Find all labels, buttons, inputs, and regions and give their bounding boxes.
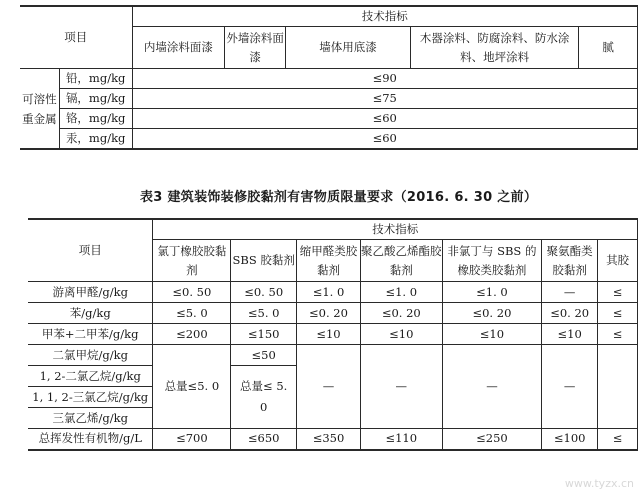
cell-value: ≤: [598, 282, 638, 303]
table2-col-header: SBS 胶黏剂: [231, 240, 297, 282]
watermark: www.tyzx.cn: [564, 477, 634, 490]
cell-value: ≤5. 0: [231, 303, 297, 324]
row-label: 甲苯+二甲苯/g/kg: [28, 324, 153, 345]
cell-value: ≤10: [442, 324, 542, 345]
cell-value: ≤0. 20: [297, 303, 361, 324]
row-label: 1, 1, 2-三氯乙烷/g/kg: [28, 387, 153, 408]
cell-value: ≤10: [542, 324, 598, 345]
cell-value: ≤250: [442, 429, 542, 450]
cell-value: ≤0. 20: [542, 303, 598, 324]
cell-value: ≤5. 0: [153, 303, 231, 324]
table2-col-header: 聚氨酯类胶黏剂: [542, 240, 598, 282]
table1-item-header: 项目: [20, 6, 132, 69]
table1-tech-header: 技术指标: [132, 6, 637, 27]
cell-value: ≤350: [297, 429, 361, 450]
table2-col-header: 聚乙酸乙烯酯胶黏剂: [360, 240, 442, 282]
cell-value: ≤100: [542, 429, 598, 450]
cell-value: ≤110: [360, 429, 442, 450]
neoprene-total-limit: 总量≤5. 0: [153, 345, 231, 429]
cell-value: ≤0. 50: [231, 282, 297, 303]
row-label: 汞，mg/kg: [59, 129, 132, 150]
row-label: 苯/g/kg: [28, 303, 153, 324]
table2-item-header: 项目: [28, 219, 153, 282]
table2-col-header: 缩甲醛类胶黏剂: [297, 240, 361, 282]
dash-cell: —: [442, 345, 542, 429]
dash-cell: —: [297, 345, 361, 429]
cell-value: ≤1. 0: [297, 282, 361, 303]
row-value: ≤60: [132, 129, 637, 150]
row-label: 总挥发性有机物/g/L: [28, 429, 153, 450]
row-value: ≤75: [132, 89, 637, 109]
row-value: ≤60: [132, 109, 637, 129]
row-label: 游离甲醛/g/kg: [28, 282, 153, 303]
row-label: 二氯甲烷/g/kg: [28, 345, 153, 366]
table2-col-header: 氯丁橡胶胶黏剂: [153, 240, 231, 282]
cell-value: ≤0. 20: [442, 303, 542, 324]
adhesive-limits-table: [28, 218, 638, 451]
dash-cell: —: [360, 345, 442, 429]
sbs-dichloromethane-limit: ≤50: [231, 345, 297, 366]
table2-col-header: 其胶: [598, 240, 638, 282]
table3-caption: 表3 建筑装饰装修胶黏剂有害物质限量要求（2016. 6. 30 之前）: [140, 190, 538, 205]
sbs-total-limit: 总量≤ 5. 0: [231, 366, 297, 429]
dash-cell: —: [542, 345, 598, 429]
cell-value: ≤0. 20: [360, 303, 442, 324]
cell-value: ≤200: [153, 324, 231, 345]
cell-value: ≤: [598, 303, 638, 324]
cell-value: ≤0. 50: [153, 282, 231, 303]
cell-value: ≤1. 0: [442, 282, 542, 303]
cell-value: ≤: [598, 429, 638, 450]
table1-col-header: 腻: [579, 27, 638, 69]
table2-col-header: 非氯丁与 SBS 的橡胶类胶黏剂: [442, 240, 542, 282]
heavy-metals-table: [20, 5, 638, 150]
table2-tech-header: 技术指标: [153, 219, 638, 240]
group-label: 可溶性重金属: [20, 69, 59, 150]
cell-value: ≤: [598, 324, 638, 345]
cell-value: ≤700: [153, 429, 231, 450]
row-label: 三氯乙烯/g/kg: [28, 408, 153, 429]
row-value: ≤90: [132, 69, 637, 89]
table1-col-header: 外墙涂料面漆: [225, 27, 286, 69]
cell-value: ≤10: [297, 324, 361, 345]
cell-value: ≤10: [360, 324, 442, 345]
cell-value: —: [542, 282, 598, 303]
table1-col-header: 墙体用底漆: [286, 27, 411, 69]
cell-value: ≤150: [231, 324, 297, 345]
table1-col-header: 木器涂料、防腐涂料、防水涂料、地坪涂料: [410, 27, 578, 69]
table1-col-header: 内墙涂料面漆: [132, 27, 225, 69]
cell-value: ≤650: [231, 429, 297, 450]
row-label: 1, 2-二氯乙烷/g/kg: [28, 366, 153, 387]
row-label: 镉，mg/kg: [59, 89, 132, 109]
row-label: 铅，mg/kg: [59, 69, 132, 89]
cell-value: ≤1. 0: [360, 282, 442, 303]
row-label: 铬，mg/kg: [59, 109, 132, 129]
